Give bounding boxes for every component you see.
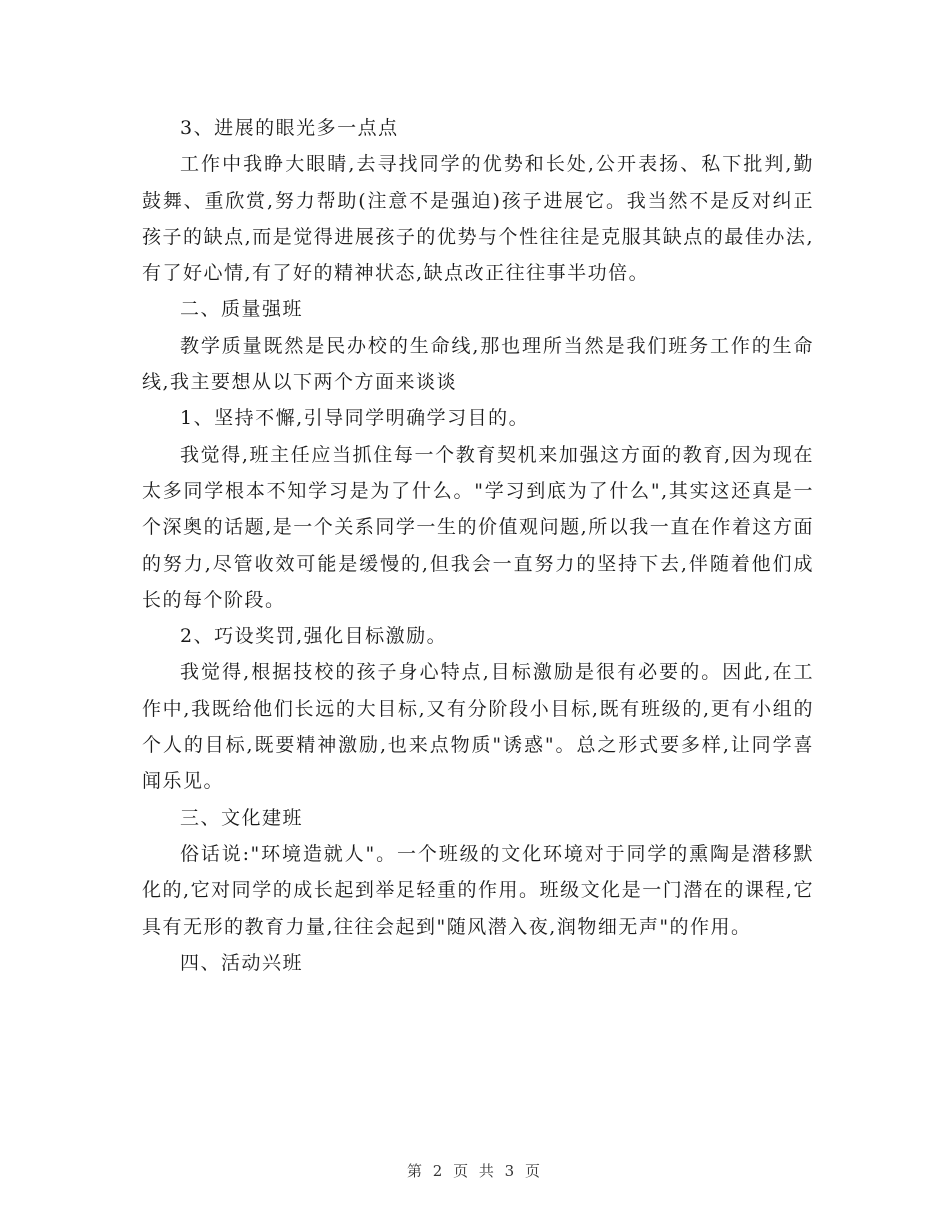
heading-activities: 四、活动兴班 [180,951,304,974]
paragraph-learning-purpose: 我觉得,班主任应当抓住每一个教育契机来加强这方面的教育,因为现在太多同学根本不知学习是为了什么。"学习到底为了什么",其实这还真是一个深奥的话题,是一个关系同学一生的价值观问题,所以我一直在作着这方面的努力,尽管收效可能是缓慢的,但我会一直努力的坚持下去,伴随着他们成长的每个阶段。 [142,443,814,611]
heading-rewards: 2、巧设奖罚,强化目标激励。 [180,625,448,648]
paragraph-strengths: 工作中我睁大眼睛,去寻找同学的优势和长处,公开表扬、私下批判,勤鼓舞、重欣赏,努力帮助(注意不是强迫)孩子进展它。我当然不是反对纠正孩子的缺点,而是觉得进展孩子的优势与个性往往是克服其缺点的最佳办法,有了好心情,有了好的精神状态,缺点改正往往事半功倍。 [142,153,814,285]
paragraph-goal-motivation: 我觉得,根据技校的孩子身心特点,目标激励是很有必要的。因此,在工作中,我既给他们长远的大目标,又有分阶段小目标,既有班级的,更有小组的个人的目标,既要精神激励,也来点物质"诱惑"。总之形式要多样,让同学喜闻乐见。 [142,661,814,793]
document-body [142,110,814,981]
heading-culture: 三、文化建班 [180,806,304,829]
paragraph-quality: 教学质量既然是民办校的生命线,那也理所当然是我们班务工作的生命线,我主要想从以下两个方面来谈谈 [142,334,814,394]
paragraph-culture: 俗话说:"环境造就人"。一个班级的文化环境对于同学的熏陶是潜移默化的,它对同学的成长起到举足轻重的作用。班级文化是一门潜在的课程,它具有无形的教育力量,往往会起到"随风潜入夜,润物细无声"的作用。 [142,842,814,938]
heading-progress-view: 3、进展的眼光多一点点 [180,117,399,139]
heading-persistence: 1、坚持不懈,引导同学明确学习目的。 [180,407,530,430]
heading-quality: 二、质量强班 [180,298,304,321]
page-number-footer: 第 2 页 共 3 页 [407,1162,543,1180]
